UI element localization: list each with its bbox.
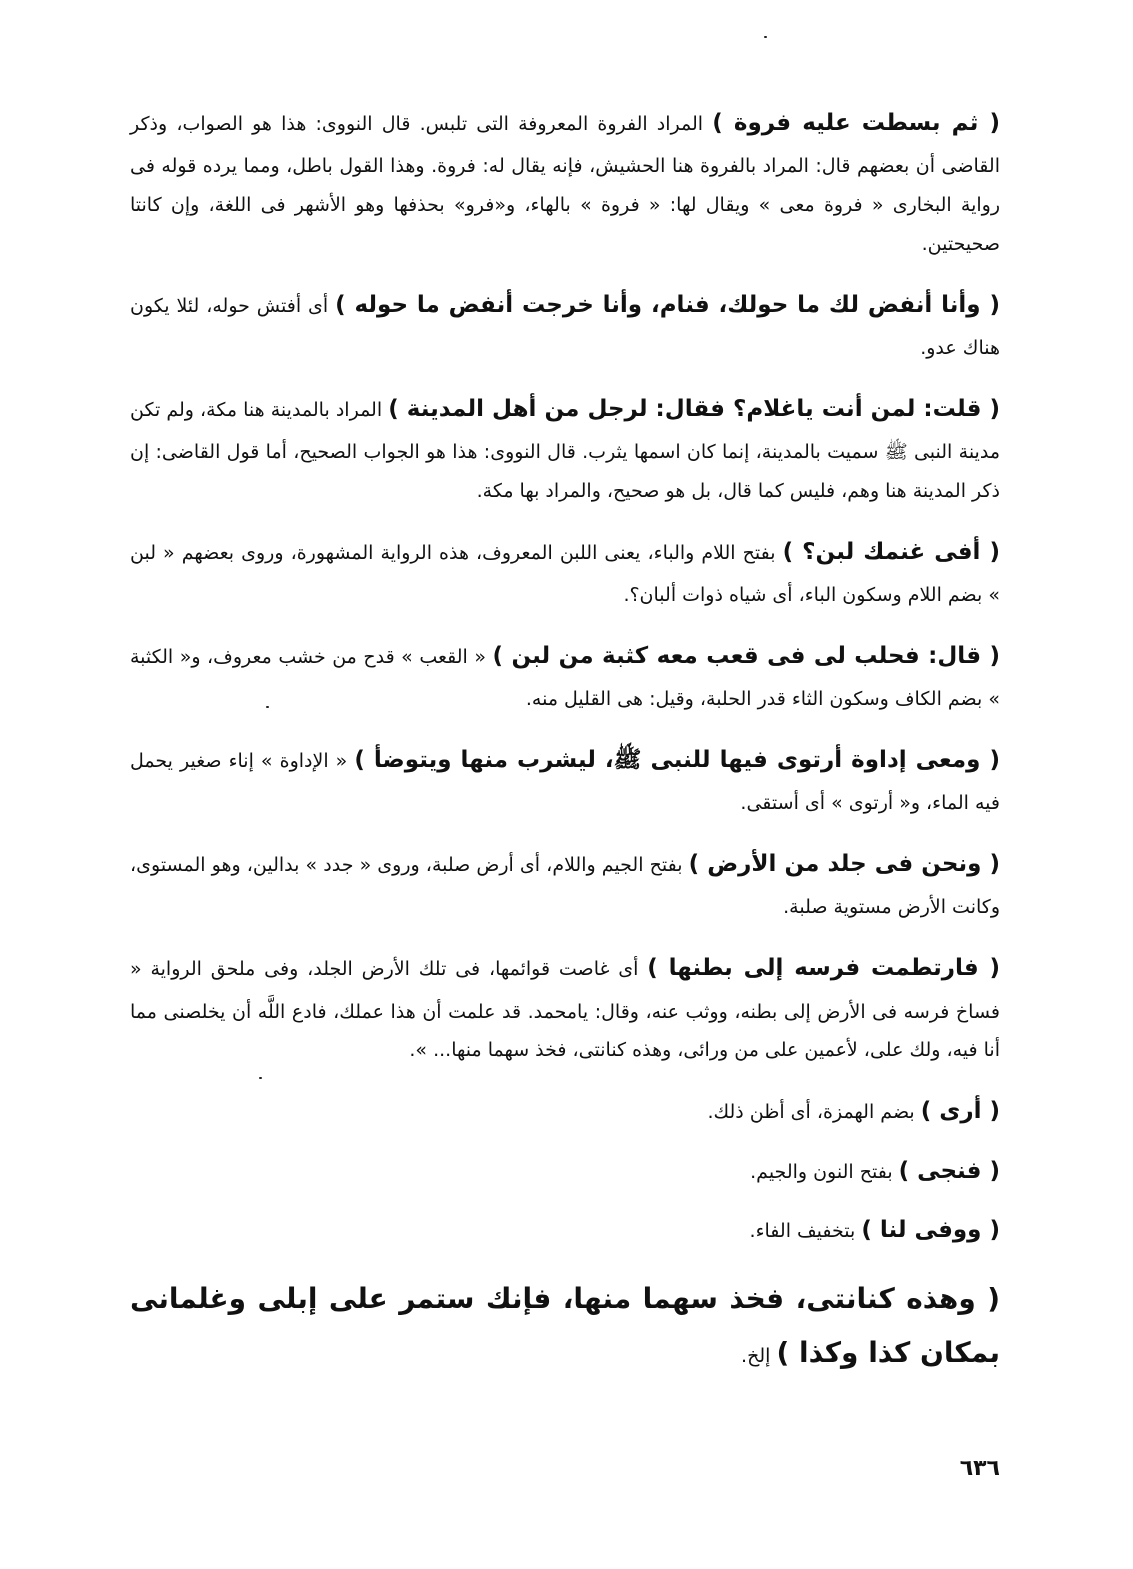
commentary-text: بتخفيف الفاء. [749, 1219, 862, 1242]
quoted-hadith-phrase: ( ومعى إداوة أرتوى فيها للنبى ﷺ، ليشرب منها ويتوضأ ) [354, 747, 1001, 774]
commentary-text: بفتح اللام والباء، يعنى اللبن المعروف، هذه الرواية المشهورة، وروى بعضهم « لبن » بضم اللام وسكون الباء، أى شياه ذوات ألبان؟. [130, 542, 1000, 607]
scan-speck [764, 36, 767, 38]
commentary-text: المراد بالمدينة هنا مكة، ولم تكن مدينة النبى ﷺ سميت بالمدينة، إنما كان اسمها يثرب. قال النووى: هذا هو الجواب الصحيح، أما قول القاضى: إن ذكر المدينة هنا وهم، فليس كما قال، بل هو صحيح، والمراد بها مكة. [130, 399, 1000, 503]
commentary-paragraph [130, 1088, 1000, 1135]
scan-speck [259, 1077, 262, 1079]
quoted-hadith-phrase: ( أفى غنمك لبن؟ ) [782, 539, 1000, 566]
commentary-text: إلخ. [741, 1345, 777, 1368]
commentary-body [130, 100, 1000, 1381]
quoted-hadith-phrase: ( فارتطمت فرسه إلى بطنها ) [647, 955, 1000, 982]
commentary-text: بضم الهمزة، أى أظن ذلك. [707, 1101, 921, 1124]
commentary-text: « الإداوة » إناء صغير يحمل فيه الماء، و« أرتوى » أى أستقى. [130, 750, 1000, 815]
quoted-hadith-phrase: ( ووفى لنا ) [861, 1216, 1000, 1243]
quoted-hadith-phrase: ( قلت: لمن أنت ياغلام؟ فقال: لرجل من أهل المدينة ) [388, 396, 1000, 423]
commentary-paragraph [130, 1207, 1000, 1254]
quoted-hadith-phrase: ( وأنا أنفض لك ما حولك، فنام، وأنا خرجت أنفض ما حوله ) [335, 291, 1000, 318]
commentary-paragraph [130, 945, 1000, 1070]
commentary-paragraph [130, 1272, 1000, 1381]
commentary-paragraph [130, 100, 1000, 264]
commentary-paragraph [130, 529, 1000, 615]
quoted-hadith-phrase: ( قال: فحلب لى فى قعب معه كثبة من لبن ) [492, 643, 1000, 670]
commentary-paragraph [130, 282, 1000, 368]
quoted-hadith-phrase: ( فنجى ) [898, 1157, 1000, 1184]
quoted-hadith-phrase: ( ونحن فى جلد من الأرض ) [688, 851, 1001, 878]
commentary-text: بفتح النون والجيم. [750, 1160, 899, 1183]
quoted-hadith-phrase: ( أرى ) [920, 1098, 1000, 1125]
commentary-text: المراد الفروة المعروفة التى تلبس. قال النووى: هذا هو الصواب، وذكر القاضى أن بعضهم قال: المراد بالفروة هنا الحشيش، فإنه يقال له: فروة. وهذا القول باطل، ومما يرده قوله فى رواية البخارى « فروة معى » ويقال لها: « فروة » بالهاء، و«فرو» بحذفها وهو الأشهر فى اللغة، وإن كانتا صحيحتين. [130, 113, 1000, 256]
commentary-paragraph [130, 386, 1000, 511]
commentary-text: أى أفتش حوله، لئلا يكون هناك عدو. [130, 294, 1000, 360]
commentary-text: أى غاصت قوائمها، فى تلك الأرض الجلد، وفى ملحق الرواية « فساخ فرسه فى الأرض إلى بطنه، ووثب عنه، وقال: يامحمد. قد علمت أن هذا عملك، فادع اللَّه أن يخلصنى مما أنا فيه، ولك على، لأعمين على من ورائى، وهذه كنانتى، فخذ سهما منها... ». [130, 958, 1000, 1062]
quoted-hadith-phrase: ( ثم بسطت عليه فروة ) [712, 110, 1000, 136]
commentary-text: بفتح الجيم واللام، أى أرض صلبة، وروى « جدد » بدالين، وهو المستوى، وكانت الأرض مستوية صلبة. [130, 854, 1000, 919]
page-number: ٦٣٦ [959, 1456, 1000, 1481]
scan-speck [266, 706, 269, 708]
commentary-paragraph [130, 633, 1000, 719]
quoted-hadith-phrase: ( وهذه كنانتى، فخذ سهما منها، فإنك ستمر على إبلى وغلمانى بمكان كذا وكذا ) [130, 1281, 1000, 1370]
commentary-paragraph [130, 737, 1000, 823]
commentary-paragraph [130, 841, 1000, 927]
commentary-text: « القعب » قدح من خشب معروف، و« الكثبة » بضم الكاف وسكون الثاء قدر الحلبة، وقيل: هى القليل منه. [130, 646, 1000, 711]
commentary-paragraph [130, 1148, 1000, 1195]
